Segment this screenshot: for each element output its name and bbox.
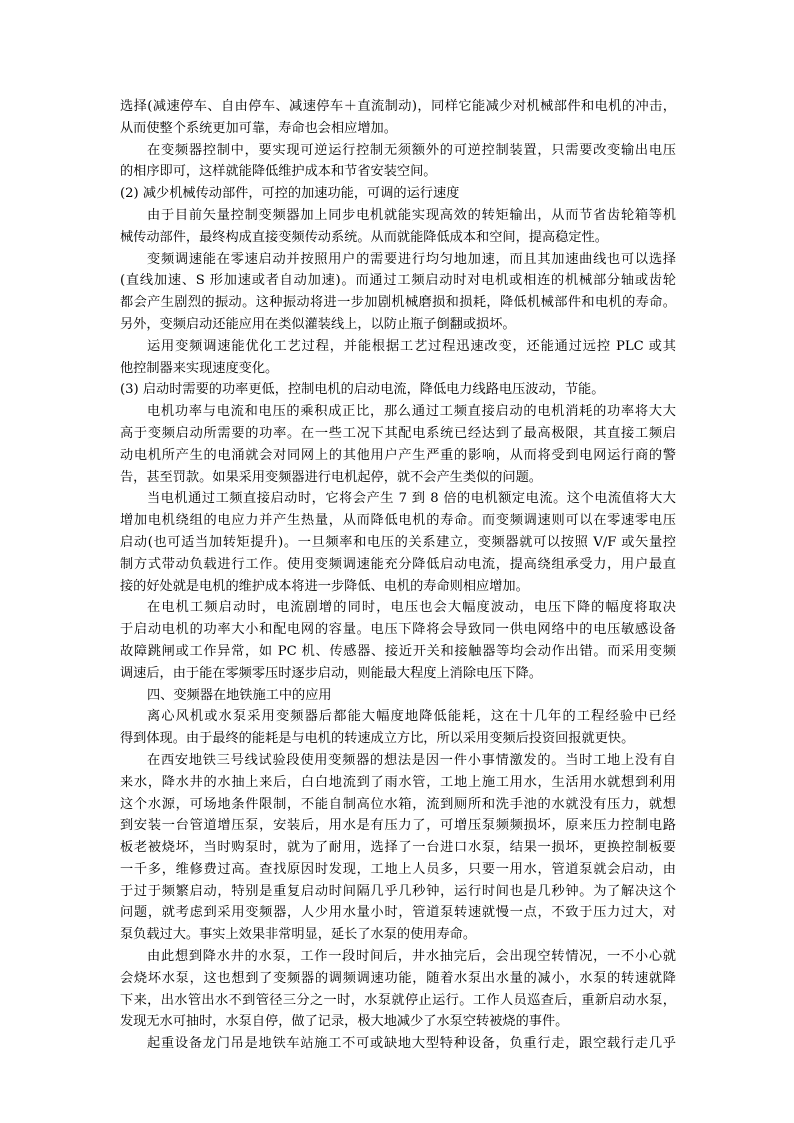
- paragraph-first-line: 起重设备龙门吊是地铁车站施工不可或缺地大型特种设备，负重行走，跟空载行走几乎: [147, 1036, 676, 1052]
- paragraph-first-line: 变频调速能在零速启动并按照用户的需要进行均匀地加速，而且其加速曲线也可以选择: [147, 251, 676, 267]
- paragraph-line: 增加电机绕组的电应力并产生热量，从而降低电机的寿命。而变频调速则可以在零速零电压: [120, 513, 676, 529]
- paragraph-line: 得到体现。由于最终的能耗是与电机的转速成立方比，所以采用变频后投资回报就更快。: [120, 731, 635, 747]
- paragraph-line: 都会产生剧烈的振动。这种振动将进一步加剧机械磨损和损耗，降低机械部件和电机的寿命。: [120, 295, 676, 311]
- paragraph-line: 这个水源，可场地条件限制，不能自制高位水箱，流到厕所和洗手池的水就没有压力，就想: [120, 796, 676, 812]
- paragraph-line: 一千多，维修费过高。查找原因时发现，工地上人员多，只要一用水，管道泵就会启动，由: [120, 861, 676, 877]
- paragraph-line: 下来，出水管出水不到管径三分之一时，水泵就停止运行。工作人员巡查后，重新启动水泵，: [120, 992, 676, 1008]
- paragraph-line: 动电机所产生的电涌就会对同网上的其他用户产生严重的影响，从而将受到电网运行商的警: [120, 447, 676, 463]
- paragraph-line: 从而使整个系统更加可靠，寿命也会相应增加。: [120, 120, 397, 136]
- paragraph-line: (3) 启动时需要的功率更低，控制电机的启动电流，降低电力线路电压波动，节能。: [120, 382, 605, 398]
- paragraph-first-line: 运用变频调速能优化工艺过程，并能根据工艺过程迅速改变，还能通过远控 PLC 或其: [147, 338, 676, 354]
- paragraph-line: 械传动部件，最终构成直接变频传动系统。从而就能降低成本和空间，提高稳定性。: [120, 229, 608, 245]
- paragraph-first-line: 离心风机或水泵采用变频器后都能大幅度地降低能耗，这在十几年的工程经验中已经: [147, 709, 676, 725]
- paragraph-line: (直线加速、S 形加速或者自动加速)。而通过工频启动时对电机或相连的机械部分轴或齿轮: [120, 273, 676, 289]
- paragraph-line: (2) 减少机械传动部件，可控的加速功能，可调的运行速度: [120, 186, 460, 202]
- paragraph-first-line: 由于目前矢量控制变频器加上同步电机就能实现高效的转矩输出，从而节省齿轮箱等机: [147, 207, 676, 223]
- paragraph-line: 于过于频繁启动，特别是重复启动时间隔几乎几秒钟，运行时间也是几秒钟。为了解决这个: [120, 883, 676, 899]
- paragraph-line: 来水，降水井的水抽上来后，白白地流到了雨水管，工地上施工用水，生活用水就想到利用: [120, 774, 676, 790]
- paragraph-line: 告，甚至罚款。如果采用变频器进行电机起停，就不会产生类似的问题。: [120, 469, 542, 485]
- paragraph-line: 接的好处就是电机的维护成本将进一步降低、电机的寿命则相应增加。: [120, 578, 529, 594]
- paragraph-first-line: 在西安地铁三号线试验段使用变频器的想法是因一件小事情激发的。当时工地上没有自: [147, 752, 676, 768]
- paragraph-line: 他控制器来实现速度变化。: [120, 360, 279, 376]
- paragraph-line: 启动(也可适当加转矩提升)。一旦频率和电压的关系建立，变频器就可以按照 V/F 或矢量控: [120, 534, 676, 550]
- document-page: [120, 96, 676, 1055]
- paragraph-line: 选择(减速停车、自由停车、减速停车＋直流制动)，同样它能减少对机械部件和电机的冲击，: [120, 99, 676, 114]
- paragraph-first-line: 由此想到降水井的水泵，工作一段时间后，井水抽完后，会出现空转情况，一不小心就: [147, 949, 676, 965]
- paragraph-line: 到安装一台管道增压泵，安装后，用水是有压力了，可增压泵频频损坏，原来压力控制电路: [120, 818, 676, 834]
- paragraph-line: 另外，变频启动还能应用在类似灌装线上，以防止瓶子倒翻或损坏。: [120, 316, 516, 332]
- paragraph-line: 于启动电机的功率大小和配电网的容量。电压下降将会导致同一供电网络中的电压敏感设备: [120, 622, 676, 638]
- paragraph-line: 故障跳闸或工作异常，如 PC 机、传感器、接近开关和接触器等均会动作出错。而采用变频: [120, 643, 676, 659]
- paragraph-line: 泵负载过大。事实上效果非常明显，延长了水泵的使用寿命。: [120, 927, 477, 943]
- paragraph-first-line: 在变频器控制中，要实现可逆运行控制无须额外的可逆控制装置，只需要改变输出电压: [147, 142, 676, 158]
- paragraph-line: 问题，就考虑到采用变频器，人少用水量小时，管道泵转速就慢一点，不致于压力过大，对: [120, 905, 676, 921]
- paragraph-line: 高于变频启动所需要的功率。在一些工况下其配电系统已经达到了最高极限，其直接工频启: [120, 425, 676, 441]
- paragraph-line: 的相序即可，这样就能降低维护成本和节省安装空间。: [120, 164, 437, 180]
- paragraph-line: 板老被烧坏，当时购泵时，就为了耐用，选择了一台进口水泵，结果一损坏，更换控制板要: [120, 840, 676, 856]
- paragraph-first-line: 四、变频器在地铁施工中的应用: [147, 687, 332, 703]
- paragraph-line: 调速后，由于能在零频零压时逐步启动，则能最大程度上消除电压下降。: [120, 665, 542, 681]
- paragraph-first-line: 在电机工频启动时，电流剧增的同时，电压也会大幅度波动，电压下降的幅度将取决: [147, 600, 676, 616]
- paragraph-line: 会烧坏水泵，这也想到了变频器的调频调速功能，随着水泵出水量的减小，水泵的转速就降: [120, 970, 676, 986]
- paragraph-line: 制方式带动负载进行工作。使用变频调速能充分降低启动电流，提高绕组承受力，用户最直: [120, 556, 676, 572]
- paragraph-first-line: 电机功率与电流和电压的乘积成正比，那么通过工频直接启动的电机消耗的功率将大大: [147, 404, 676, 420]
- paragraph-first-line: 当电机通过工频直接启动时，它将会产生 7 到 8 倍的电机额定电流。这个电流值将大大: [147, 491, 676, 507]
- paragraph-line: 发现无水可抽时，水泵自停，做了记录，极大地减少了水泵空转被烧的事件。: [120, 1014, 569, 1030]
